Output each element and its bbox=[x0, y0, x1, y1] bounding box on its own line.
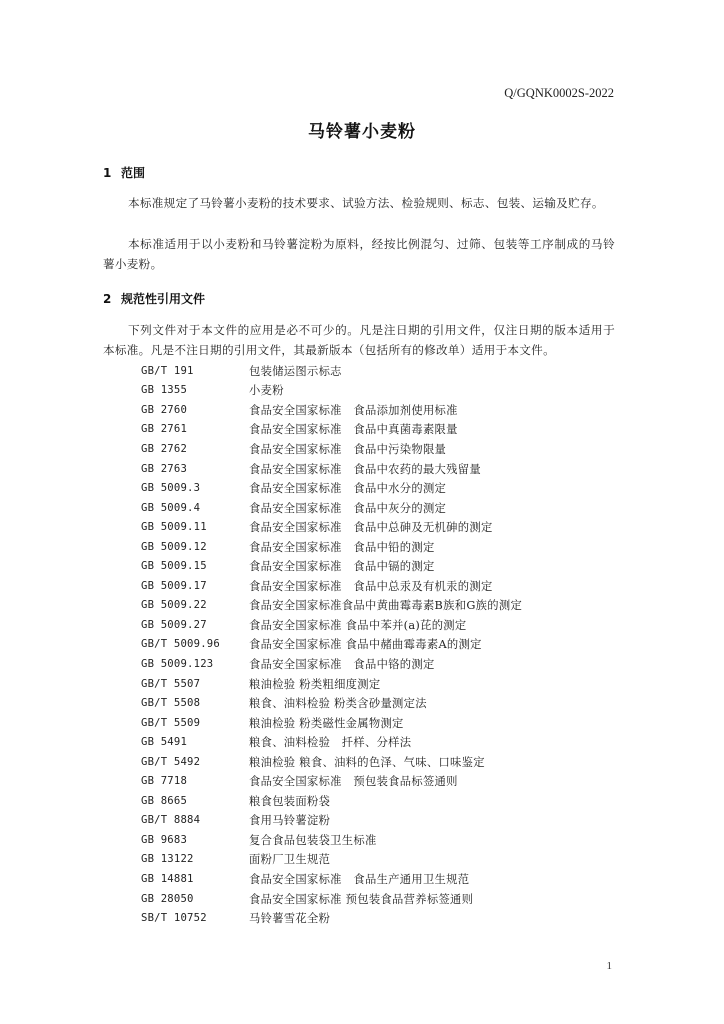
section-number: 2 bbox=[103, 292, 112, 306]
reference-code: GB 13122 bbox=[141, 853, 194, 866]
reference-title: 小麦粉 bbox=[249, 384, 284, 398]
reference-code: GB 2763 bbox=[141, 462, 188, 475]
reference-code: GB 9683 bbox=[141, 833, 188, 846]
reference-title: 食品安全国家标准 食品中苯并(a)芘的测定 bbox=[249, 618, 467, 632]
reference-code: GB 5009.11 bbox=[141, 521, 207, 534]
reference-title: 食品安全国家标准 食品添加剂使用标准 bbox=[249, 403, 458, 417]
reference-code: GB/T 5507 bbox=[141, 677, 201, 690]
reference-row bbox=[141, 556, 621, 576]
reference-title: 食品安全国家标准 食品中铬的测定 bbox=[249, 657, 435, 671]
reference-code: GB 5491 bbox=[141, 736, 188, 749]
reference-row bbox=[141, 420, 621, 440]
reference-title: 复合食品包装袋卫生标准 bbox=[249, 833, 377, 847]
reference-row bbox=[141, 459, 621, 479]
reference-title: 食品安全国家标准 食品生产通用卫生规范 bbox=[249, 872, 470, 886]
reference-row bbox=[141, 381, 621, 401]
scope-paragraph-1: 本标准规定了马铃薯小麦粉的技术要求、试验方法、检验规则、标志、包装、运输及贮存。 bbox=[128, 196, 604, 210]
reference-code: GB 2760 bbox=[141, 403, 188, 416]
reference-row bbox=[141, 478, 621, 498]
reference-row bbox=[141, 596, 621, 616]
section-heading-normative-references bbox=[103, 290, 205, 307]
reference-row bbox=[141, 635, 621, 655]
reference-code: GB 28050 bbox=[141, 892, 194, 905]
reference-title: 粮食、油料检验 粉类含砂量测定法 bbox=[249, 697, 427, 711]
document-title: 马铃薯小麦粉 bbox=[308, 122, 416, 142]
reference-code: GB 5009.15 bbox=[141, 560, 207, 573]
reference-title: 食品安全国家标准 预包装食品营养标签通则 bbox=[249, 892, 474, 906]
reference-code: GB/T 5509 bbox=[141, 716, 201, 729]
reference-title: 食品安全国家标准 食品中农药的最大残留量 bbox=[249, 462, 481, 476]
reference-title: 食品安全国家标准 食品中污染物限量 bbox=[249, 442, 447, 456]
reference-title: 食品安全国家标准 食品中真菌毒素限量 bbox=[249, 423, 458, 437]
reference-title: 粮食、油料检验 扦样、分样法 bbox=[249, 736, 412, 750]
reference-row bbox=[141, 869, 621, 889]
reference-code: SB/T 10752 bbox=[141, 912, 207, 925]
scope-paragraph-2: 本标准适用于以小麦粉和马铃薯淀粉为原料，经按比例混匀、过筛、包装等工序制成的马铃薯小麦粉。 bbox=[103, 237, 615, 271]
reference-title: 粮食包装面粉袋 bbox=[249, 794, 331, 808]
reference-title: 食品安全国家标准 食品中赭曲霉毒素A的测定 bbox=[249, 638, 482, 652]
reference-row bbox=[141, 654, 621, 674]
reference-row bbox=[141, 517, 621, 537]
document-code: Q/GQNK0002S-2022 bbox=[504, 86, 614, 100]
section-heading-text: 规范性引用文件 bbox=[121, 292, 206, 306]
reference-row bbox=[141, 400, 621, 420]
reference-title: 食品安全国家标准 食品中总汞及有机汞的测定 bbox=[249, 579, 493, 593]
reference-title: 面粉厂卫生规范 bbox=[249, 853, 331, 867]
reference-code: GB/T 191 bbox=[141, 364, 194, 377]
reference-row bbox=[141, 850, 621, 870]
reference-row bbox=[141, 498, 621, 518]
reference-code: GB 2761 bbox=[141, 423, 188, 436]
reference-row bbox=[141, 693, 621, 713]
reference-row bbox=[141, 674, 621, 694]
reference-code: GB 5009.17 bbox=[141, 579, 207, 592]
reference-title: 马铃薯雪花全粉 bbox=[249, 912, 331, 926]
reference-code: GB 7718 bbox=[141, 775, 188, 788]
reference-row bbox=[141, 439, 621, 459]
reference-row bbox=[141, 771, 621, 791]
reference-code: GB 5009.12 bbox=[141, 540, 207, 553]
section-number: 1 bbox=[103, 166, 112, 180]
reference-title: 粮油检验 粉类粗细度测定 bbox=[249, 677, 381, 691]
reference-title: 包装储运图示标志 bbox=[249, 364, 342, 378]
reference-title: 食用马铃薯淀粉 bbox=[249, 814, 331, 828]
reference-title: 食品安全国家标准 食品中水分的测定 bbox=[249, 482, 447, 496]
reference-code: GB 5009.22 bbox=[141, 599, 207, 612]
reference-title: 食品安全国家标准 食品中总砷及无机砷的测定 bbox=[249, 521, 493, 535]
reference-row bbox=[141, 576, 621, 596]
reference-row bbox=[141, 752, 621, 772]
reference-code: GB 5009.27 bbox=[141, 618, 207, 631]
reference-code: GB/T 5009.96 bbox=[141, 638, 220, 651]
reference-title: 食品安全国家标准 预包装食品标签通则 bbox=[249, 775, 458, 789]
reference-code: GB/T 8884 bbox=[141, 814, 201, 827]
reference-code: GB/T 5508 bbox=[141, 697, 201, 710]
reference-code: GB 2762 bbox=[141, 442, 188, 455]
reference-row bbox=[141, 830, 621, 850]
reference-code: GB 5009.4 bbox=[141, 501, 201, 514]
section-heading-text: 范围 bbox=[121, 166, 146, 180]
reference-list bbox=[141, 361, 621, 928]
reference-row bbox=[141, 811, 621, 831]
page-number: 1 bbox=[606, 960, 612, 972]
reference-title: 粮油检验 粮食、油料的色泽、气味、口味鉴定 bbox=[249, 755, 485, 769]
reference-row bbox=[141, 791, 621, 811]
reference-row bbox=[141, 908, 621, 928]
reference-row bbox=[141, 537, 621, 557]
reference-code: GB 14881 bbox=[141, 872, 194, 885]
reference-code: GB/T 5492 bbox=[141, 755, 201, 768]
reference-title: 食品安全国家标准 食品中镉的测定 bbox=[249, 560, 435, 574]
reference-row bbox=[141, 361, 621, 381]
reference-title: 食品安全国家标准食品中黄曲霉毒素B族和G族的测定 bbox=[249, 599, 523, 613]
reference-row bbox=[141, 889, 621, 909]
reference-title: 粮油检验 粉类磁性金属物测定 bbox=[249, 716, 404, 730]
reference-row bbox=[141, 713, 621, 733]
reference-row bbox=[141, 615, 621, 635]
reference-code: GB 1355 bbox=[141, 384, 188, 397]
reference-title: 食品安全国家标准 食品中灰分的测定 bbox=[249, 501, 447, 515]
reference-title: 食品安全国家标准 食品中铅的测定 bbox=[249, 540, 435, 554]
reference-code: GB 8665 bbox=[141, 794, 188, 807]
section-heading-scope bbox=[103, 164, 145, 181]
reference-code: GB 5009.3 bbox=[141, 482, 201, 495]
reference-row bbox=[141, 732, 621, 752]
references-intro-paragraph: 下列文件对于本文件的应用是必不可少的。凡是注日期的引用文件，仅注日期的版本适用于本标准。凡是不注日期的引用文件，其最新版本（包括所有的修改单）适用于本文件。 bbox=[103, 323, 615, 357]
reference-code: GB 5009.123 bbox=[141, 657, 214, 670]
